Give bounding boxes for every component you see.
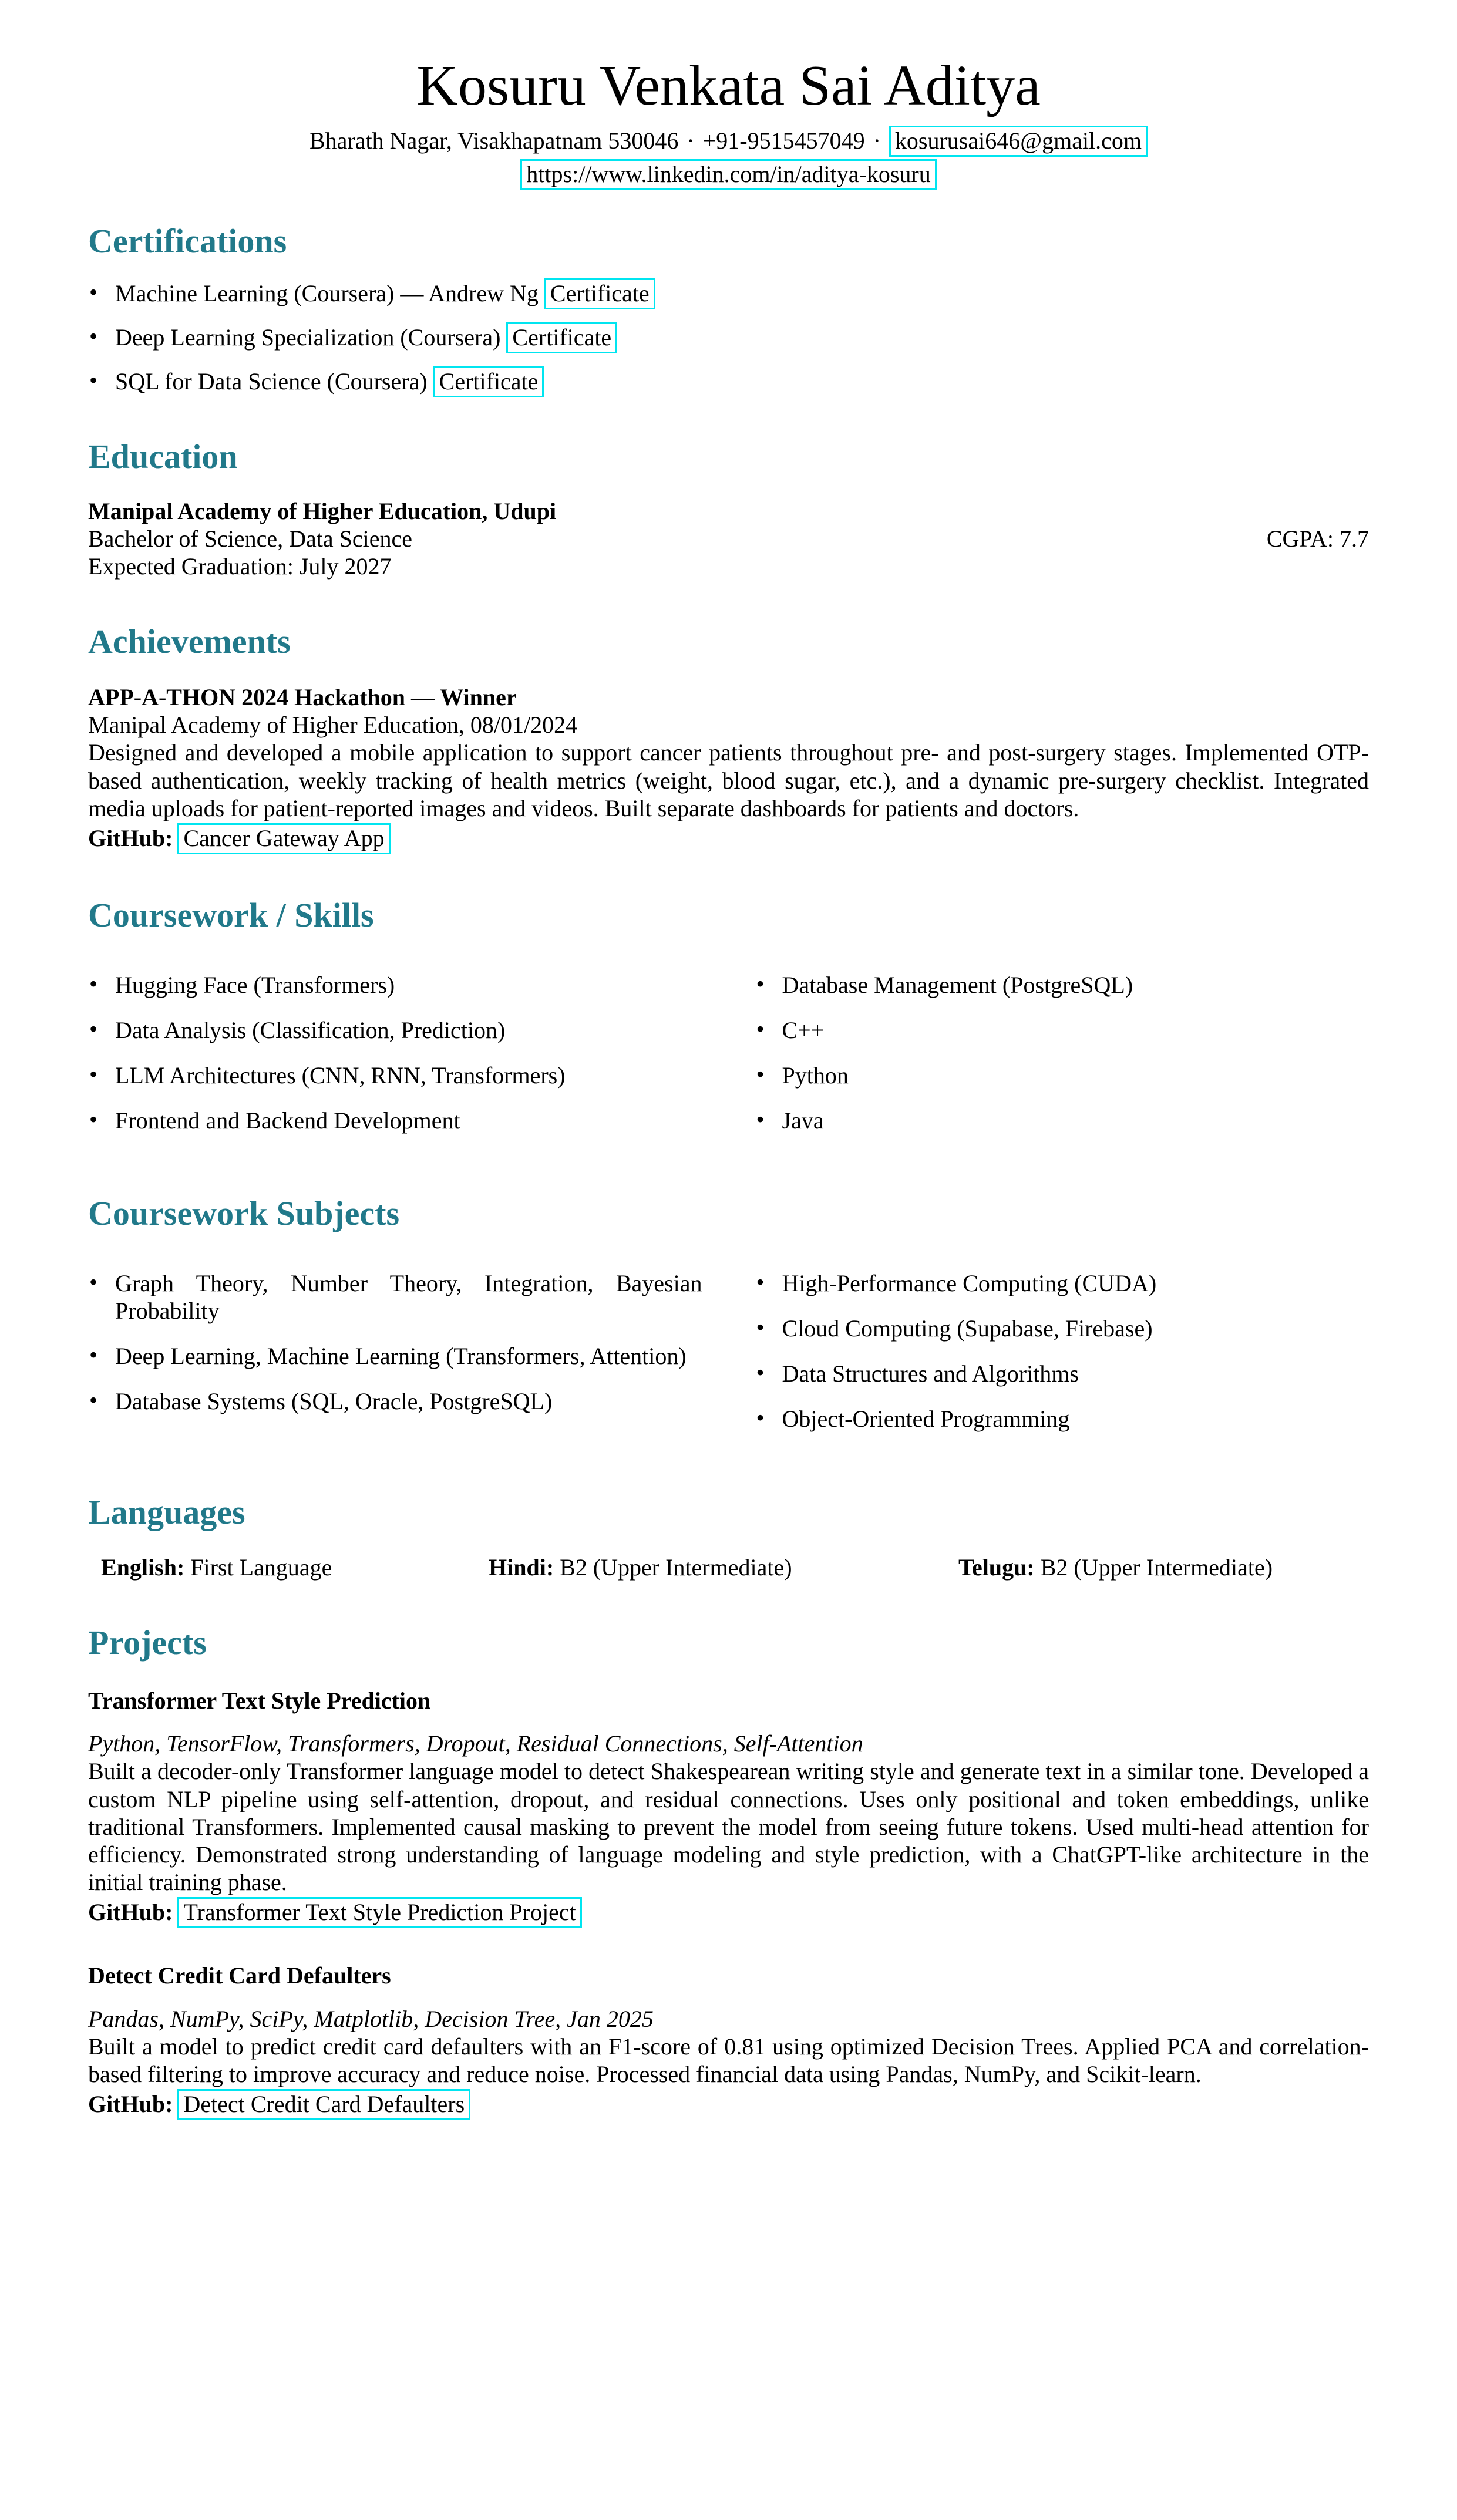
achievement-org-date: Manipal Academy of Higher Education, 08/01/2024 bbox=[88, 712, 578, 739]
section-title-skills: Coursework / Skills bbox=[88, 895, 374, 934]
github-link[interactable]: Detect Credit Card Defaulters bbox=[177, 2089, 470, 2120]
github-link[interactable]: Cancer Gateway App bbox=[177, 823, 390, 854]
subject-item: • Graph Theory, Number Theory, Integration, Bayesian Probability bbox=[88, 1269, 702, 1325]
subject-item: • Database Systems (SQL, Oracle, PostgreSQL) bbox=[88, 1387, 702, 1415]
subjects-column-right bbox=[755, 1252, 1369, 1451]
github-label: GitHub: bbox=[88, 1899, 173, 1926]
section-title-education: Education bbox=[88, 437, 238, 476]
skill-item: • C++ bbox=[755, 1016, 1369, 1044]
certification-text: Machine Learning (Coursera) — Andrew Ng bbox=[115, 279, 539, 306]
subjects-column-left bbox=[88, 1252, 702, 1451]
education-institution: Manipal Academy of Higher Education, Udupi bbox=[88, 497, 557, 524]
language-item bbox=[489, 1554, 958, 1581]
certificate-link[interactable]: Certificate bbox=[544, 278, 655, 309]
subject-item: • Object-Oriented Programming bbox=[755, 1405, 1369, 1433]
resume-page bbox=[0, 54, 1457, 2120]
subject-item: • Data Structures and Algorithms bbox=[755, 1360, 1369, 1387]
project-description: Built a model to predict credit card defaulters with an F1-score of 0.81 using optimized Decision Trees. Applied PCA and correlation-based filtering to improve accuracy and reduce noise. Processed financial data using Pandas, NumPy, and Scikit-learn. bbox=[88, 2033, 1369, 2087]
contact-line bbox=[88, 124, 1369, 157]
github-label: GitHub: bbox=[88, 824, 173, 851]
skill-item: • Frontend and Backend Development bbox=[88, 1107, 702, 1134]
section-title-languages: Languages bbox=[88, 1493, 245, 1531]
language-item bbox=[958, 1554, 1369, 1581]
project-name: Transformer Text Style Prediction bbox=[88, 1687, 431, 1714]
skill-item: • Hugging Face (Transformers) bbox=[88, 971, 702, 999]
subject-item: • High-Performance Computing (CUDA) bbox=[755, 1269, 1369, 1297]
certifications-list bbox=[88, 279, 1369, 396]
github-label: GitHub: bbox=[88, 2091, 173, 2118]
achievement-description: Designed and developed a mobile application to support cancer patients throughout pre- and post-surgery stages. Implemented OTP-based authentication, weekly tracking of health metrics (weight, blood sugar, etc.), and a dynamic pre-surgery checklist. Integrated media uploads for patient-reported images and videos. Built separate dashboards for patients and doctors. bbox=[88, 739, 1369, 821]
skills-column-left bbox=[88, 954, 702, 1153]
project-github-line bbox=[88, 1897, 1369, 1928]
education-degree-row bbox=[88, 525, 1369, 552]
language-item bbox=[101, 1554, 489, 1581]
achievement-title: APP-A-THON 2024 Hackathon — Winner bbox=[88, 684, 517, 711]
achievement-entry bbox=[88, 683, 1369, 854]
subject-item: • Deep Learning, Machine Learning (Transformers, Attention) bbox=[88, 1342, 702, 1370]
email-link[interactable]: kosurusai646@gmail.com bbox=[889, 126, 1148, 157]
linkedin-link[interactable]: https://www.linkedin.com/in/aditya-kosuru bbox=[520, 159, 936, 190]
project-tech: Pandas, NumPy, SciPy, Matplotlib, Decision Tree, Jan 2025 bbox=[88, 2005, 654, 2032]
section-title-certifications: Certifications bbox=[88, 222, 287, 261]
education-degree: Bachelor of Science, Data Science bbox=[88, 525, 412, 552]
skills-columns bbox=[88, 954, 1369, 1153]
education-cgpa: CGPA: 7.7 bbox=[1266, 525, 1369, 552]
language-label: Telugu: bbox=[958, 1554, 1035, 1581]
skill-item: • Python bbox=[755, 1062, 1369, 1089]
language-level: B2 (Upper Intermediate) bbox=[1040, 1554, 1273, 1581]
achievement-github-line bbox=[88, 823, 1369, 854]
skill-item: • Database Management (PostgreSQL) bbox=[755, 971, 1369, 999]
section-title-projects: Projects bbox=[88, 1623, 207, 1662]
contact-separator: · bbox=[687, 127, 695, 154]
contact-phone: +91-9515457049 bbox=[702, 127, 865, 154]
certification-item bbox=[88, 324, 1369, 351]
certification-item bbox=[88, 279, 1369, 307]
certificate-link[interactable]: Certificate bbox=[506, 322, 617, 353]
contact-line-2 bbox=[88, 158, 1369, 190]
person-name: Kosuru Venkata Sai Aditya bbox=[416, 54, 1041, 117]
language-level: B2 (Upper Intermediate) bbox=[560, 1554, 792, 1581]
github-link[interactable]: Transformer Text Style Prediction Project bbox=[177, 1897, 581, 1928]
project-entry bbox=[88, 1687, 1369, 1928]
project-description: Built a decoder-only Transformer language model to detect Shakespearean writing style and generate text in a similar tone. Developed a custom NLP pipeline using self-attention, dropout, and residual connections. Uses only positional and token embeddings, unlike traditional Transformers. Implemented causal masking to prevent the model from seeing future tokens. Used multi-head attention for efficiency. Demonstrated strong understanding of language modeling and style prediction, with a ChatGPT-like architecture in the initial training phase. bbox=[88, 1758, 1369, 1896]
skill-item: • Data Analysis (Classification, Prediction) bbox=[88, 1016, 702, 1044]
certification-text: SQL for Data Science (Coursera) bbox=[115, 368, 428, 395]
education-entry bbox=[88, 497, 1369, 581]
skill-item: • Java bbox=[755, 1107, 1369, 1134]
project-tech: Python, TensorFlow, Transformers, Dropout, Residual Connections, Self-Attention bbox=[88, 1730, 863, 1757]
section-title-subjects: Coursework Subjects bbox=[88, 1194, 400, 1233]
certification-text: Deep Learning Specialization (Coursera) bbox=[115, 324, 501, 351]
contact-location: Bharath Nagar, Visakhapatnam 530046 bbox=[309, 127, 679, 154]
certificate-link[interactable]: Certificate bbox=[433, 366, 544, 397]
contact-separator: · bbox=[873, 127, 881, 154]
subject-item: • Cloud Computing (Supabase, Firebase) bbox=[755, 1315, 1369, 1342]
skill-item: • LLM Architectures (CNN, RNN, Transformers) bbox=[88, 1062, 702, 1089]
language-level: First Language bbox=[190, 1554, 332, 1581]
project-name: Detect Credit Card Defaulters bbox=[88, 1962, 391, 1989]
languages-row bbox=[88, 1554, 1369, 1581]
education-graduation: Expected Graduation: July 2027 bbox=[88, 553, 392, 580]
section-title-achievements: Achievements bbox=[88, 622, 291, 661]
language-label: English: bbox=[101, 1554, 185, 1581]
project-github-line bbox=[88, 2089, 1369, 2120]
skills-column-right bbox=[755, 954, 1369, 1153]
subjects-columns bbox=[88, 1252, 1369, 1451]
project-entry bbox=[88, 1962, 1369, 2120]
certification-item bbox=[88, 368, 1369, 395]
language-label: Hindi: bbox=[489, 1554, 554, 1581]
